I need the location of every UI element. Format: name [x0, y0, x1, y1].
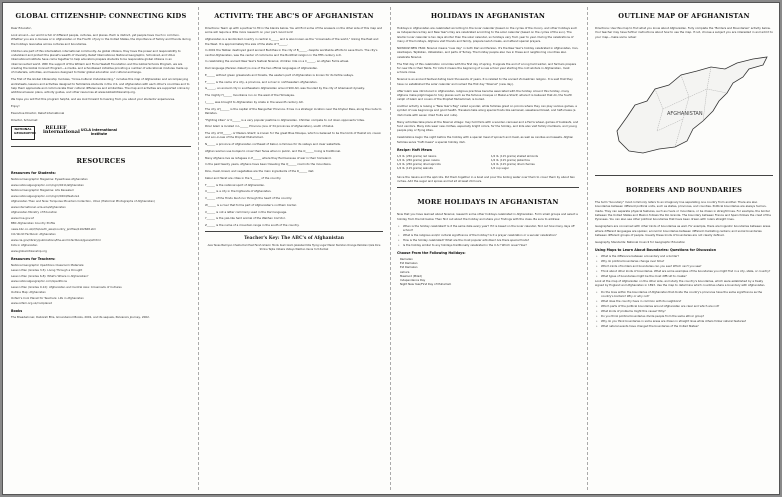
holiday-paragraph: The first day of this celebration coincides with the first day of spring. It signals the end of a long hard winter, and farmers prepare for new life in their fields. For kids it means the beginning of a new school year starting the cold winters in Afghanistan, most schools close. — [397, 61, 577, 75]
holiday-paragraph: Nowruz is an ancient festival dating back thousands of years. It is related to the ancient Zoroastrian religion. It is said that they have no established the solar calendar and named the first day "Nowruz" (new day). — [397, 77, 573, 86]
resource-link[interactable]: www.nationalgeographic.com/ngm/0211/afghanistan — [11, 182, 84, 187]
abc-item: Many Afghans live as refugees in P______ where they fled because of war in their homeland. — [205, 155, 332, 160]
more-holidays-text: Now that you have learned about Nowruz, research some other holidays celebrated in Afghanistan. Form small groups and select a holiday from the list below. Then find out about the holiday and share your findings with the class. Be sure to address: — [397, 212, 578, 221]
resource-link: BBC Afghanistan Country Profile — [11, 221, 56, 226]
question-item: • What does the country have in common with its neighbors? — [595, 299, 773, 303]
teachers-subheading: Resources for Teachers: — [11, 256, 56, 261]
column-title: GLOBAL CITIZENSHIP: CONNECTING KIDS — [15, 12, 187, 20]
question-item: • When is the holiday celebrated? Is it the same date every year? If it is based on the lunar calendar, find out how many days off school? — [397, 224, 579, 233]
map-directions: Directions: Use this map to find what you know about Afghanistan. Fully complete the "Borders and Boundaries" activity below. Your teacher may have further instructions about how to use the map. If not, choose a subject you are interested in and add it to your map—make some notes! — [595, 26, 773, 39]
resource-link: Lesson Plan (Grades 6-8): What's Where in Afghanistan? — [11, 273, 89, 278]
relief-international-logo: RELIEF international — [43, 125, 80, 135]
abc-item: E______ without green grasslands and forests, the eastern part of Afghanistan is known for its fertile valleys. — [205, 72, 354, 77]
ingredient: 1/2 lb. (250 grams) dried apricots — [397, 162, 441, 166]
borders-paragraph: The term "boundary" most commonly refers to an imaginary line separating one country from another. There are also boundaries between different political units, such as states, provinces, and counties. Political boundaries are always human-made. They can separate physical features, such as rivers or mountains, or be drawn in straight lines. For example, the border between the United States and Mexico follows the Rio Grande. The boundary between France and Spain follows the crest of the Pyrenees. You can also see other political boundaries that have been drawn with rulers straight lines. — [595, 200, 771, 222]
holiday-questions — [397, 224, 579, 247]
abc-item: X______ is not a letter commonly used in the Dari language. — [205, 209, 288, 214]
holiday-item: Mawlood (Milad) — [400, 273, 423, 278]
resource-link: Afghanistan Ministry of Education — [11, 210, 58, 215]
books-subheading: Books — [11, 309, 23, 314]
resource-link: CIA World Factbook: Afghanistan — [11, 232, 56, 237]
books-text: The Breadwinner, Deborah Ellis, Groundwood Books, 2001, and its sequels, Parvana's Journey, 2002. — [11, 315, 150, 320]
divider — [595, 175, 773, 176]
signer: Director, Schoolnet — [11, 118, 38, 122]
holiday-paragraph: Many activities take place at the Nowruz village: may hold fairs with a wooden carousel and a Ferris wheel, games of buzkashi, and food vendors. Many kids wear new clothes, especially bright colors, for the holiday, and kids also visit family members, and young people play or flying kites. — [397, 119, 579, 133]
abc-item: Y______ is the yak-like herd animal of the Wakhan Corridor. — [205, 216, 286, 221]
resource-link: National Geographic Magazine: Life Revealed — [11, 188, 74, 193]
resource-link[interactable]: www.nationalgeographic.com/xpeditions — [11, 279, 67, 284]
global-citizenship-column — [7, 9, 195, 490]
question-item: • Is the holiday similar to any holidays traditionally celebrated in the U.S.? Which ones? How? — [397, 243, 579, 247]
abc-item: W______ is a river that forms part of Afghanistan's northern border. — [205, 202, 297, 207]
abc-item: V______ of the Hindu Kush run through the heart of the country. — [205, 196, 292, 201]
abc-item: In celebrating the ancient New Year's festival Nowruz, children ride on a C______, an Afghan Ferris wheel. — [205, 59, 350, 64]
ingredient: 1/4 lb. (115 grams) shelled almonds — [491, 155, 538, 159]
resource-link: Kids in Afghanistan — [11, 243, 38, 248]
question-item: • Do the lines within the boundaries of Afghanistan that divide the country's provinces have the same significance as the country's borders? Why or why not? — [595, 290, 773, 299]
resource-link[interactable]: news.bbc.co.uk/2/hi/south_asia/country_profiles/1162668.stm — [11, 226, 97, 231]
divider — [397, 187, 579, 188]
partner-logos — [11, 126, 191, 140]
students-subheading: Resources for Students: — [11, 171, 56, 176]
neighbor-questions — [595, 290, 773, 328]
divider — [11, 146, 191, 147]
holiday-list — [397, 257, 579, 286]
holiday-item: Ramadan — [400, 256, 413, 261]
intro-paragraph: Look around—our world is full of different people, cultures, and places. Each is distinct, yet people have much in common. Whether you are in Kansas or in Afghanistan or the Fourth of July in the United States, the importance of family and friends during the holidays resonates across cultures and boundaries. — [11, 32, 191, 46]
abc-item: Kabul and Herat are cities in the S______ of the country. — [205, 175, 282, 180]
borders-paragraph: Geography Standards: National Council for Geographic Education — [595, 239, 686, 244]
question-item: • How is the holiday celebrated? What are the most popular activities? Are there special foods? — [397, 238, 579, 242]
question-item: • What natural events have changed the boundaries of the United States? — [595, 324, 773, 328]
recipe-title: Recipe: Haft Mewa — [397, 148, 432, 153]
afghanistan-border — [617, 57, 767, 153]
question-item: • Why do political boundaries change over time? — [595, 259, 773, 263]
question-item: • What kinds of problems might this cause? Why? — [595, 309, 773, 313]
abc-item: Rice, meat, bread, and vegetables are the main ingredients of the R______ diet. — [205, 169, 315, 174]
signoff: Enjoy! — [11, 104, 20, 109]
recipe-instructions: Since the raisins and the apricots. Put them together in a bowl and pour the boiling water over them to cover them by about two inches. Add the sugar and spices and let sit at least 24 hours. — [397, 174, 575, 184]
maps-questions-subheading: Using Maps to Learn About Boundaries: Questions for Discussion — [595, 248, 717, 253]
abc-item: T______ is the national sport of Afghanistan. — [205, 182, 265, 187]
column-title: HOLIDAYS IN AFGHANISTAN — [430, 12, 546, 20]
boundary-questions — [595, 254, 773, 278]
resource-link: Oxfam's Cool Planet for Teachers: Life in Afghanistan — [11, 295, 84, 300]
national-geographic-logo: NATIONAL GEOGRAPHIC — [11, 126, 35, 140]
borders-paragraph: Geographers are concerned with other kinds of boundaries as well. For example, there are linguistic boundaries between areas where different languages are spoken; economic boundaries between different marketing centers; and social boundaries between different groups of people. Usually these kinds of boundaries are not clearly defined. — [595, 224, 771, 238]
map-outline-svg — [597, 45, 775, 169]
ingredient: 1/4 lb. (115 grams) walnuts — [397, 166, 433, 170]
fold-line — [390, 7, 391, 490]
holiday-item: Eid Ramazan — [400, 261, 418, 266]
question-item: • What is the religious and/or cultural significance of the holiday? Is it a prayer celebration or a secular celebration? — [397, 233, 579, 237]
column-title: ACTIVITY: THE ABC'S OF AFGHANISTAN — [214, 12, 374, 20]
abc-item: In the past twenty years, Afghans have been traveling the Q______ road into the mountains. — [205, 162, 332, 167]
resource-link: National Geographic Magazine: Eyewitness Afghanistan — [11, 177, 88, 182]
choose-holidays-title: Choose From the Following Holidays: — [397, 250, 466, 255]
intro-paragraph: The first of the Global Citizenship modules, "Cross-Cultural Understanding," includes this map of Afghanistan and accompanying worksheets, lessons and activities designed to familiarize students in the U.S. and Afghanistan with each other's countries and to help them appreciate and communicate their cultural differences and similarities. The map and activities are supported online by additional lesson plans, activity guides, and other resources at www.GlobalCitizenship.org. — [11, 77, 190, 95]
teacher-key-answers: Asia Texas Bamiyan Chakla Dari East Farah Ghazni Hindu Kush Islam Jalalabad Kite flying Logar Mazar Nuristan Orange Pakistan Qala Rice Shrine Tajiks Uzbeks Valleys Wakhan Xenia Yurt Zardak — [207, 244, 381, 251]
resource-link: Outline Map: Afghanistan — [11, 290, 46, 295]
resource-link: Lesson Plan (Grades 3-5): Living Through a Drought — [11, 268, 83, 273]
resource-link: Lesson Plan (Grades 9-12): Afghanistan and Central Asia: Crossroads of Cultures — [11, 284, 122, 289]
resource-link[interactable]: www.cia.gov/library/publications/the-world-factbook/geos/af.html — [11, 237, 101, 242]
abc-item-list — [205, 37, 383, 227]
resource-link[interactable]: www.moe.gov.af — [11, 215, 34, 220]
abc-activity-column — [201, 9, 387, 490]
holiday-item: Night New Year/First Day of Muharram — [400, 282, 452, 287]
recipe-ingredients — [397, 155, 579, 171]
resources-title: RESOURCES — [76, 157, 126, 166]
resource-link[interactable]: www.international.ucla.edu/afghanistan — [11, 204, 66, 209]
question-item: • What is the difference between a boundary and a border? — [595, 254, 773, 258]
abc-item: The city of M______, or Mazar-i-Sharif, is known for the great Blue Mosque, which is believed to be the tomb of Hazrat Ali, cousin and son-in-law of the Prophet Muhammad. — [205, 131, 382, 140]
map-country-label: AFGHANISTAN — [667, 111, 703, 118]
abc-item: Afghanistan is a landlocked country in central A______ and is also known as the "crossroads of the world," linking the East and the West. It is approximately the size of the state of T______. — [205, 37, 379, 46]
column-title: OUTLINE MAP OF AFGHANISTAN — [618, 12, 750, 20]
afghanistan-outline-map — [597, 45, 775, 169]
resource-link[interactable]: www.oxfam.org.uk/coolplanet — [11, 301, 52, 306]
question-item: • Which parts of the political boundaries around Afghanistan are clear and which are not? — [595, 304, 773, 308]
abc-item: F______ is the name of a city, a province, and a river in northwestern Afghanistan. — [205, 79, 318, 84]
abc-item: Polar Islam is located in L______ Province (one of 34 provinces of Afghanistan), south of Kabul. — [205, 124, 335, 129]
question-item: • Which kinds of borders and boundaries can you see? Which can't you see? — [595, 264, 773, 268]
question-item: • Think about other kinds of boundaries. What are some examples of the boundaries you might find in a city, state, or country? — [595, 269, 773, 273]
question-item: • What types of boundaries might be the most difficult to create? — [595, 274, 773, 278]
holiday-paragraph: Celebrations begin the night before the holiday with a special meal of spinach and meat, as well as candies and sweets. Afghan families serve "haft mewa" a special holiday dish. — [397, 135, 574, 144]
ucla-logo: UCLA International Institute — [80, 128, 118, 136]
holiday-paragraph: After Islam was introduced in Afghanistan, religious practices became associated with the holiday. Around this holiday, many Afghans make pilgrimages to holy places such as the famous mosque or Mazar-e Sharif, where it is believed that Ali, the fourth caliph of Islam and cousin of the Prophet Muhammad, is buried. — [397, 88, 573, 102]
intro-paragraph: Children are part of this interrelated, international community. As global citizens, they have the power and responsibility to understand and protect the planet's wealth of diversity. Relief International, National Geographic, Schoolnet, and UCLA International Institute have come together to help educators prepare students to be responsible global citizens in an interconnected world. With the support of the William and Flora Hewlett Foundation and the Global Schools Program, we are creating the Global Connect Program—a media- and schoolbased initiative providing a number of educational modules made up of materials, activities, and lessons designed to foster global education and cultural exchange. — [11, 48, 188, 75]
resource-link: National Geographic Xpeditions Classroom Materials: — [11, 262, 85, 267]
fold-line — [587, 7, 588, 490]
abc-item: Afghan women use burqas to cover their faces when in public, and the O______ lining is traditional. — [205, 148, 342, 153]
outline-map-column — [591, 9, 777, 490]
borders-title: BORDERS AND BOUNDARIES — [625, 186, 743, 195]
abc-item: "Fighting kites" or K______ is a very popular pastime in Afghanistan. Children compete to cut down opponents' kites. — [205, 117, 365, 122]
abc-item: Z______ is the name of a mountain range in the south of the country. — [205, 223, 300, 228]
intro-paragraph: We hope you will find this program helpful, and we look forward to hearing from you about your students' experiences. — [11, 97, 176, 102]
abc-item: U______ is a city in the highlands of Afghanistan. — [205, 189, 272, 194]
question-item: • Why do you think boundaries in some areas are drawn in straight lines while others follow natural features? — [595, 319, 773, 323]
holiday-paragraph: Another activity is raising a "New Year's flag" called a jandar, while families greet on picnics where they can play various games, a symbol of new beginnings and good health. Travelers take along special foods like samanak, sweetened bread, and haft-mewa (a dish made with seven dried fruits and nuts). — [397, 104, 577, 117]
abc-item: I______ was brought to Afghanistan by Arabs in the seventh century AD. — [205, 99, 304, 104]
divider — [205, 231, 383, 232]
resource-link: Afghanistan Then and Now: Turquoise Mountain Collection, UCLA (Historical Photographs of Afghanistan) — [11, 199, 156, 204]
holidays-column — [393, 9, 583, 490]
holiday-item: Eid Ramazan — [400, 265, 418, 270]
greeting: Dear Educator, — [11, 26, 32, 30]
abc-item: N______ a province of Afghanistan northeast of Kabul, is famous for its valleys and clear waterfalls. — [205, 142, 341, 147]
signer: Executive Director, Relief International — [11, 111, 65, 116]
poster-sheet — [2, 2, 780, 495]
directions: Directions: Team up with a partner to fill in the blanks below. You will find some of the answers on the other side of this map and some will require a little more research on your part. Good luck! — [205, 26, 383, 35]
more-holidays-title: MORE HOLIDAYS IN AFGHANISTAN — [417, 198, 559, 207]
holiday-item: Independence Day — [400, 277, 426, 282]
ingredient: 1/2 lb. (250 grams) red raisins — [397, 155, 437, 159]
ingredient: 1/4 lb. (115 grams) pistachios — [491, 158, 530, 162]
ingredient: 1/2 lb. (250 grams) green raisins — [397, 158, 440, 162]
abc-item: The mighty H______ mountains run on the west of the Himalayas. — [205, 93, 295, 98]
neighbors-paragraph: Look at the map of Afghanistan on the other side, and study the country's boundaries, which were established by a treaty signed by England and Afghanistan in 1893. Use the map to determine which countries share a boundary with Afghanistan. — [595, 278, 766, 288]
ingredient: 1/4 lb. (115 grams) dried cherries — [491, 162, 535, 166]
holiday-paragraph: NOWRUZ NEW YEAR: Nowruz means "new day" in both Dari and Persian. It's the New Year's holiday celebrated in Afghanistan, Iran, Azerbaijan, Tajikistan, Uzbekistan, and parts of Turkey. The holiday people also live in these and neighboring countries also celebrate Nowruz. — [397, 45, 579, 59]
holiday-item: Ashura — [400, 269, 410, 274]
holiday-paragraph: Holidays in Afghanistan are celebrated according to the lunar calendar (based on the cycles of the moon), and other holidays such as Independence Day and New Year's Day are celebrated according to the solar calendar (based on the cycles of the sun). The Islamic lunar calendar is ten days shorter than the solar calendar, so holidays vary from year to year. During the celebrations of many of the holidays, Afghans visit friends and family, prepare lavish meals, and attend special prayers. — [397, 26, 578, 44]
abc-item: In 2001 the Taliban destroyed giant ancient Buddhas in the city of B______, despite worldwide efforts to save them. The city's central Afghanistan, was the center of commerce and the Buddhist religion in the fifth century A.D. — [205, 48, 378, 57]
ingredient: 1/4 cup sugar — [491, 166, 509, 170]
abc-item: The city of J______ is the capital of the Nangarhar Province. It lies in a strategic location near the Khyber Pass, along the route to Pakistan. — [205, 106, 382, 115]
question-item: • Do you think political boundaries divide people from the same ethnic group? — [595, 314, 773, 318]
resource-link[interactable]: www.globalcitizenship.org — [11, 248, 47, 253]
resource-link[interactable]: www.nationalgeographic.com/ngm/0204/feature1 — [11, 193, 80, 198]
abc-item: G______, an ancient city in southeastern Afghanistan around 900 AD, was founded by the city of Ghaznavid dynasty. — [205, 86, 365, 91]
abc-item: Dari language (Persian dialect) is one of the two official languages of Afghanistan. — [205, 66, 319, 71]
teacher-key-title: Teacher's Key: The ABC's of Afghanistan — [244, 236, 344, 242]
fold-line — [198, 7, 199, 490]
